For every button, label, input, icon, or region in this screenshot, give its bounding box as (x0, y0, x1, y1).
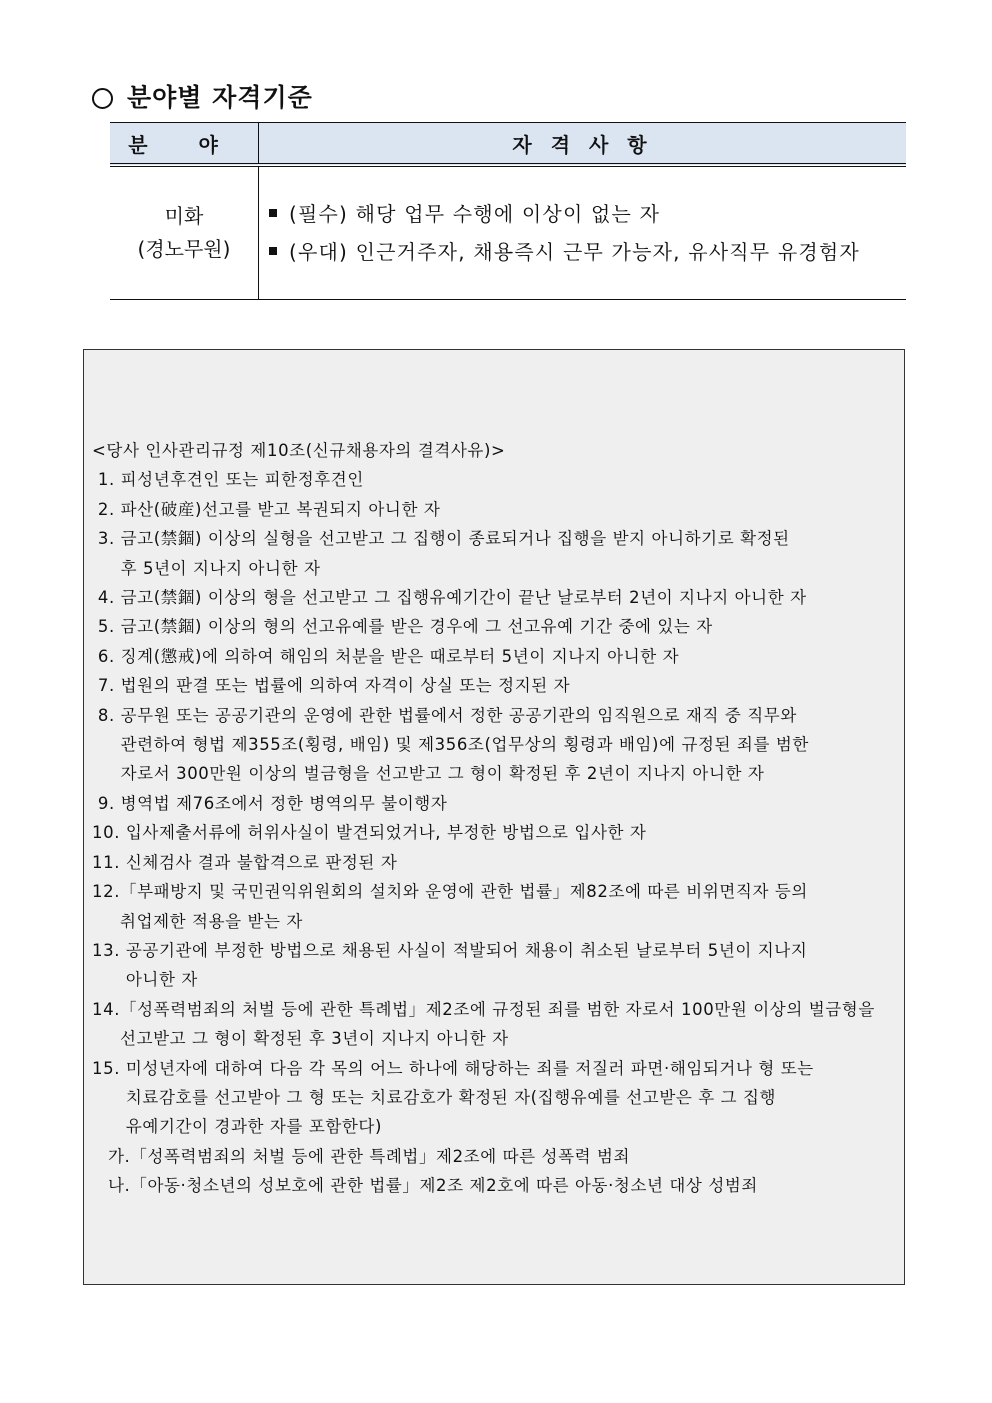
rule-item (92, 583, 898, 612)
table-header-row (110, 123, 906, 166)
rule-text (121, 671, 898, 700)
header-qualification: 자 격 사 항 (259, 123, 907, 166)
qualification-item (269, 233, 906, 271)
rule-item (92, 642, 898, 671)
rule-text (126, 1054, 898, 1142)
rule-number: 5. (92, 617, 121, 637)
rule-number: 15. (92, 1058, 126, 1078)
rule-item (92, 524, 898, 583)
rule-number: 7. (92, 676, 121, 696)
rule-line: 선고받고 그 형이 확정된 후 3년이 지나지 아니한 자 (120, 1029, 509, 1049)
rule-text (120, 995, 898, 1054)
rule-item (92, 995, 898, 1054)
rule-number: 11. (92, 852, 126, 872)
rule-number: 9. (92, 793, 121, 813)
rule-line: 자로서 300만원 이상의 벌금형을 선고받고 그 형이 확정된 후 2년이 지나지 아니한 자 (120, 764, 765, 784)
rule-item (92, 789, 898, 818)
rule-line: 금고(禁錮) 이상의 형을 선고받고 그 집행유예기간이 끝난 날로부터 2년이 지나지 아니한 자 (120, 588, 807, 608)
rule-number: 13. (92, 940, 126, 960)
rule-number: 2. (92, 499, 121, 519)
qualification-text: (우대) 인근거주자, 채용즉시 근무 가능자, 유사직무 유경험자 (289, 240, 860, 264)
rule-line: 치료감호를 선고받아 그 형 또는 치료감호가 확정된 자(집행유예를 선고받은 후 그 집행 (125, 1087, 777, 1107)
rule-line: 「부패방지 및 국민권익위원회의 설치와 운영에 관한 법률」제82조에 따른 비위면직자 등의 (120, 882, 808, 902)
section-title-text: 분야별 자격기준 (127, 83, 313, 112)
rule-number: 1. (92, 470, 121, 490)
rule-number: 8. (92, 705, 121, 725)
table-row (110, 165, 906, 300)
rule-line: 유예기간이 경과한 자를 포함한다) (125, 1117, 383, 1137)
disqualification-box (83, 349, 905, 1285)
rule-line: 관련하여 형법 제355조(횡령, 배임) 및 제356조(업무상의 횡령과 배임)에 규정된 죄를 범한 (120, 735, 809, 755)
square-bullet-icon (269, 247, 277, 255)
qualification-text: (필수) 해당 업무 수행에 이상이 없는 자 (289, 202, 661, 226)
rule-line: 금고(禁錮) 이상의 실형을 선고받고 그 집행이 종료되거나 집행을 받지 아니하기로 확정된 (120, 529, 790, 549)
square-bullet-icon (269, 209, 277, 217)
rule-number: 4. (92, 588, 121, 608)
rule-text (121, 701, 898, 789)
rule-text (121, 612, 898, 641)
rule-line: 공무원 또는 공공기관의 운영에 관한 법률에서 정한 공공기관의 임직원으로 재직 중 직무와 (120, 705, 797, 725)
rule-item (92, 612, 898, 641)
rule-text (121, 495, 898, 524)
rule-number: 6. (92, 646, 121, 666)
rule-item (92, 671, 898, 700)
qualification-cell (259, 165, 907, 300)
rule-text (126, 848, 898, 877)
rule-text (121, 789, 898, 818)
rule-line: 취업제한 적용을 받는 자 (120, 911, 303, 931)
rule-item (92, 877, 898, 936)
rule-item (92, 936, 898, 995)
rules-heading: <당사 인사관리규정 제10조(신규채용자의 결격사유)> (92, 441, 506, 460)
rule-number: 10. (92, 823, 126, 843)
section-title (92, 78, 313, 114)
rule-item (92, 495, 898, 524)
rule-line: 공공기관에 부정한 방법으로 채용된 사실이 적발되어 채용이 취소된 날로부터 5년이 지나지 (125, 940, 808, 960)
rule-text (121, 465, 898, 494)
rule-line: 아니한 자 (125, 970, 198, 990)
circle-icon (92, 88, 113, 109)
rule-sub-item: 가.「성폭력범죄의 처벌 등에 관한 특례법」제2조에 따른 성폭력 범죄 (108, 1146, 631, 1166)
rule-item (92, 818, 898, 847)
field-cell (110, 165, 259, 300)
rule-text (121, 524, 898, 583)
rule-line: 법원의 판결 또는 법률에 의하여 자격이 상실 또는 정지된 자 (120, 676, 571, 696)
header-field: 분 야 (110, 123, 259, 166)
rule-line: 「성폭력범죄의 처벌 등에 관한 특례법」제2조에 규정된 죄를 범한 자로서 100만원 이상의 벌금형을 (120, 999, 875, 1019)
rule-sub-item: 나.「아동·청소년의 성보호에 관한 법률」제2조 제2호에 따른 아동·청소년 대상 성범죄 (108, 1176, 758, 1196)
rule-line: 입사제출서류에 허위사실이 발견되었거나, 부정한 방법으로 입사한 자 (125, 823, 647, 843)
rule-text (121, 583, 898, 612)
rule-number: 12. (92, 882, 121, 902)
rule-text (126, 818, 898, 847)
rule-text (120, 877, 898, 936)
rule-line: 병역법 제76조에서 정한 병역의무 불이행자 (120, 793, 448, 813)
field-subname: (경노무원) (137, 237, 231, 261)
rule-item (92, 1054, 898, 1142)
rule-line: 신체검사 결과 불합격으로 판정된 자 (125, 852, 398, 872)
field-name: 미화 (164, 204, 204, 228)
rule-item (92, 701, 898, 789)
rule-line: 피성년후견인 또는 피한정후견인 (120, 470, 364, 490)
rule-number: 14. (92, 999, 121, 1019)
rule-text (121, 642, 898, 671)
qualification-item (269, 195, 906, 233)
rule-line: 파산(破産)선고를 받고 복권되지 아니한 자 (120, 499, 441, 519)
rule-line: 미성년자에 대하여 다음 각 목의 어느 하나에 해당하는 죄를 저질러 파면·해임되거나 형 또는 (125, 1058, 814, 1078)
rule-line: 징계(懲戒)에 의하여 해임의 처분을 받은 때로부터 5년이 지나지 아니한 자 (120, 646, 680, 666)
rule-line: 금고(禁錮) 이상의 형의 선고유예를 받은 경우에 그 선고유예 기간 중에 있는 자 (120, 617, 713, 637)
rule-line: 후 5년이 지나지 아니한 자 (120, 558, 321, 578)
rule-number: 3. (92, 529, 121, 549)
qualification-table (110, 122, 906, 300)
rule-item (92, 465, 898, 494)
disqualification-rules (92, 436, 898, 1201)
rule-text (126, 936, 898, 995)
rule-item (92, 848, 898, 877)
